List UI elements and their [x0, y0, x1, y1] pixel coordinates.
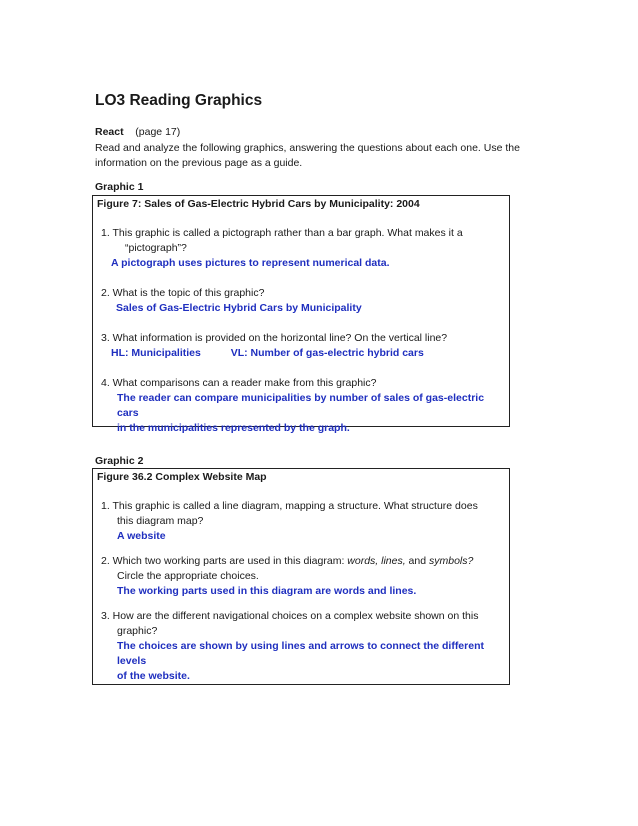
graphic-2-answer-3-line-2: of the website.: [117, 670, 190, 682]
question-text: 1. This graphic is called a pictograph rather than a bar graph. What makes it a: [101, 227, 463, 239]
graphic-2-answer-1: A website: [117, 530, 166, 542]
graphic-1-question-2: [101, 286, 501, 316]
graphic-1-answer-3: [101, 346, 501, 361]
react-label: React: [95, 126, 124, 138]
graphic-1-question-1: [101, 226, 501, 271]
graphic-2-question-2: [101, 554, 501, 599]
question-text: 3. How are the different navigational choices on a complex website shown on this: [101, 610, 479, 622]
graphic-2-answer-2: The working parts used in this diagram are words and lines.: [117, 585, 417, 597]
question-text: 2. Which two working parts are used in this diagram: words, lines, and symbols?: [101, 555, 474, 567]
question-text: 1. This graphic is called a line diagram, mapping a structure. What structure does: [101, 500, 478, 512]
graphic-1-figure-title: Figure 7: Sales of Gas-Electric Hybrid Cars by Municipality: 2004: [97, 198, 420, 210]
question-text: “pictograph”?: [125, 242, 187, 254]
graphic-1-question-4: [101, 376, 501, 436]
graphic-2-box: [92, 468, 510, 685]
graphic-2-figure-title: Figure 36.2 Complex Website Map: [97, 471, 267, 483]
question-text: 3. What information is provided on the horizontal line? On the vertical line?: [101, 332, 448, 344]
react-page-ref: (page 17): [135, 126, 181, 138]
graphic-1-answer-2: Sales of Gas-Electric Hybrid Cars by Municipality: [116, 302, 362, 314]
question-text: Circle the appropriate choices.: [117, 570, 259, 582]
question-text: 4. What comparisons can a reader make from this graphic?: [101, 377, 377, 389]
page-title: LO3 Reading Graphics: [95, 92, 263, 109]
graphic-2-question-1: [101, 499, 501, 544]
graphic-2-label: Graphic 2: [95, 455, 144, 467]
intro-text: Read and analyze the following graphics, answering the questions about each one. Use the information on the previous page as a guide.: [95, 142, 520, 169]
graphic-1-answer-1: A pictograph uses pictures to represent numerical data.: [111, 257, 390, 269]
graphic-1-label: Graphic 1: [95, 181, 144, 193]
graphic-1-box: [92, 195, 510, 434]
graphic-2-question-3: [101, 609, 501, 684]
react-line: [95, 126, 180, 138]
graphic-2-answer-3-line-1: The choices are shown by using lines and arrows to connect the different levels: [117, 640, 484, 667]
graphic-1-answer-4-line-2: in the municipalities represented by the graph.: [117, 422, 350, 434]
graphic-1-question-3: [101, 331, 501, 361]
graphic-1-answer-4-line-1: The reader can compare municipalities by number of sales of gas-electric cars: [117, 392, 485, 419]
question-text: graphic?: [117, 625, 158, 637]
answer-vl: VL: Number of gas-electric hybrid cars: [230, 347, 424, 359]
question-text: this diagram map?: [117, 515, 204, 527]
answer-hl: HL: Municipalities: [111, 347, 201, 359]
question-text: 2. What is the topic of this graphic?: [101, 287, 265, 299]
